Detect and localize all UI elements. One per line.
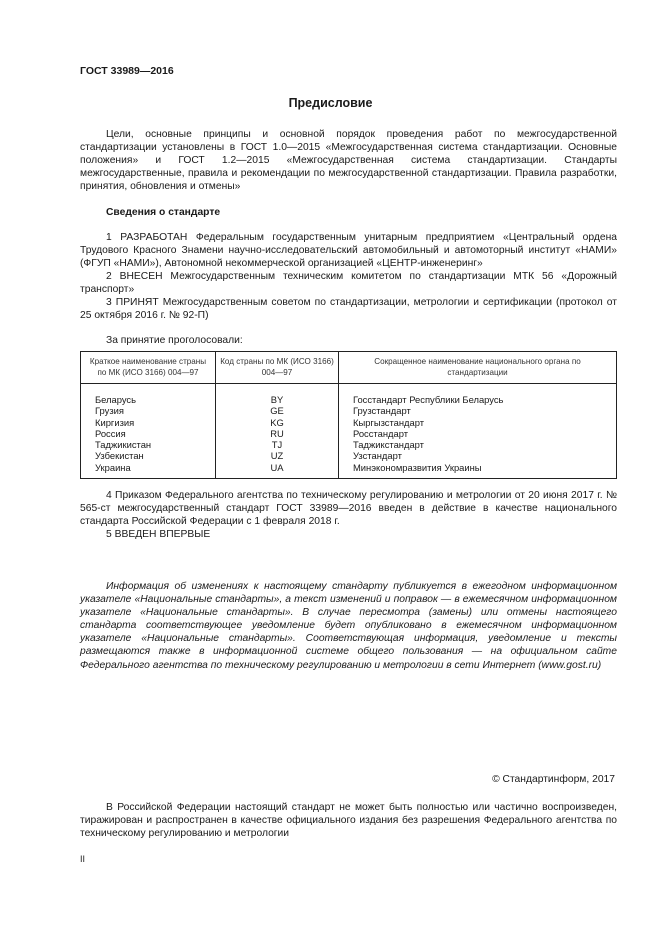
- country-code: UZ: [216, 450, 339, 461]
- table-row: [81, 405, 617, 416]
- country-name: Киргизия: [81, 417, 216, 428]
- national-body: Кыргызстандарт: [339, 417, 617, 428]
- page-number: II: [80, 854, 86, 864]
- national-body: Минэкономразвития Украины: [339, 462, 617, 479]
- country-name: Украина: [81, 462, 216, 479]
- table-row: [81, 428, 617, 439]
- item-2-introduced: 2 ВНЕСЕН Межгосударственным техническим комитетом по стандартизации МТК 56 «Дорожный транспорт»: [80, 271, 617, 296]
- table-header-row: [81, 352, 617, 384]
- voting-table: [80, 351, 617, 479]
- table-row: [81, 439, 617, 450]
- table-row: [81, 384, 617, 406]
- national-body: Узстандарт: [339, 450, 617, 461]
- intro-paragraph: Цели, основные принципы и основной порядок проведения работ по межгосударственной стандартизации установлены в ГОСТ 1.0—2015 «Межгосударственная система стандартизации. Основные положения» и ГОСТ 1.2—2015 «Межгосударственная система стандартизации. Стандарты межгосударственные, правила и рекомендации по межгосударственной стандартизации. Правила разработки, принятия, обновления и отмены»: [80, 129, 617, 193]
- item-1-developed: 1 РАЗРАБОТАН Федеральным государственным унитарным предприятием «Центральный ордена Трудового Красного Знамени научно-исследовательский автомобильный и автомоторный институт «НАМИ» (ФГУП «НАМИ»), Автономной некоммерческой организацией «ЦЕНТР-инженеринг»: [80, 232, 617, 270]
- copyright: © Стандартинформ, 2017: [492, 774, 615, 785]
- table-row: [81, 462, 617, 479]
- table-row: [81, 450, 617, 461]
- header-country-code: Код страны по МК (ИСО 3166) 004—97: [216, 352, 339, 384]
- country-code: UA: [216, 462, 339, 479]
- header-country-name: Краткое наименование страны по МК (ИСО 3166) 004—97: [81, 352, 216, 384]
- item-4-enacted: 4 Приказом Федерального агентства по техническому регулированию и метрологии от 20 июня 2017 г. № 565-ст межгосударственный стандарт ГОСТ 33989—2016 введен в действие в качестве национального стандарта Российской Федерации с 1 февраля 2018 г.: [80, 490, 617, 528]
- national-body: Таджикстандарт: [339, 439, 617, 450]
- voted-label: За принятие проголосовали:: [106, 335, 243, 346]
- document-code: ГОСТ 33989—2016: [80, 65, 174, 77]
- header-national-body: Сокращенное наименование национального органа по стандартизации: [339, 352, 617, 384]
- country-code: TJ: [216, 439, 339, 450]
- country-code: BY: [216, 384, 339, 406]
- country-code: RU: [216, 428, 339, 439]
- info-heading: Сведения о стандарте: [106, 207, 221, 218]
- legal-notice: В Российской Федерации настоящий стандарт не может быть полностью или частично воспроизведен, тиражирован и распространен в качестве официального издания без разрешения Федерального агентства по техническому регулированию и метрологии: [80, 802, 617, 840]
- national-body: Грузстандарт: [339, 405, 617, 416]
- table-row: [81, 417, 617, 428]
- changes-notice: Информация об изменениях к настоящему стандарту публикуется в ежегодном информационном указателе «Национальные стандарты», а текст изменений и поправок — в ежемесячном информационном указателе «Национальные стандарты». В случае пересмотра (замены) или отмены настоящего стандарта соответствующее уведомление будет опубликовано в ежемесячном информационном указателе «Национальные стандарты». Соответствующая информация, уведомление и тексты размещаются также в информационной системе общего пользования — на официальном сайте Федерального агентства по техническому регулированию и метрологии в сети Интернет (www.gost.ru): [80, 581, 617, 671]
- item-3-adopted: 3 ПРИНЯТ Межгосударственным советом по стандартизации, метрологии и сертификации (протокол от 25 октября 2016 г. № 92-П): [80, 297, 617, 322]
- country-code: KG: [216, 417, 339, 428]
- item-5-first-introduced: 5 ВВЕДЕН ВПЕРВЫЕ: [106, 529, 211, 540]
- country-name: Беларусь: [81, 384, 216, 406]
- national-body: Росстандарт: [339, 428, 617, 439]
- country-code: GE: [216, 405, 339, 416]
- country-name: Грузия: [81, 405, 216, 416]
- page-title: Предисловие: [288, 96, 373, 110]
- country-name: Таджикистан: [81, 439, 216, 450]
- national-body: Госстандарт Республики Беларусь: [339, 384, 617, 406]
- country-name: Россия: [81, 428, 216, 439]
- country-name: Узбекистан: [81, 450, 216, 461]
